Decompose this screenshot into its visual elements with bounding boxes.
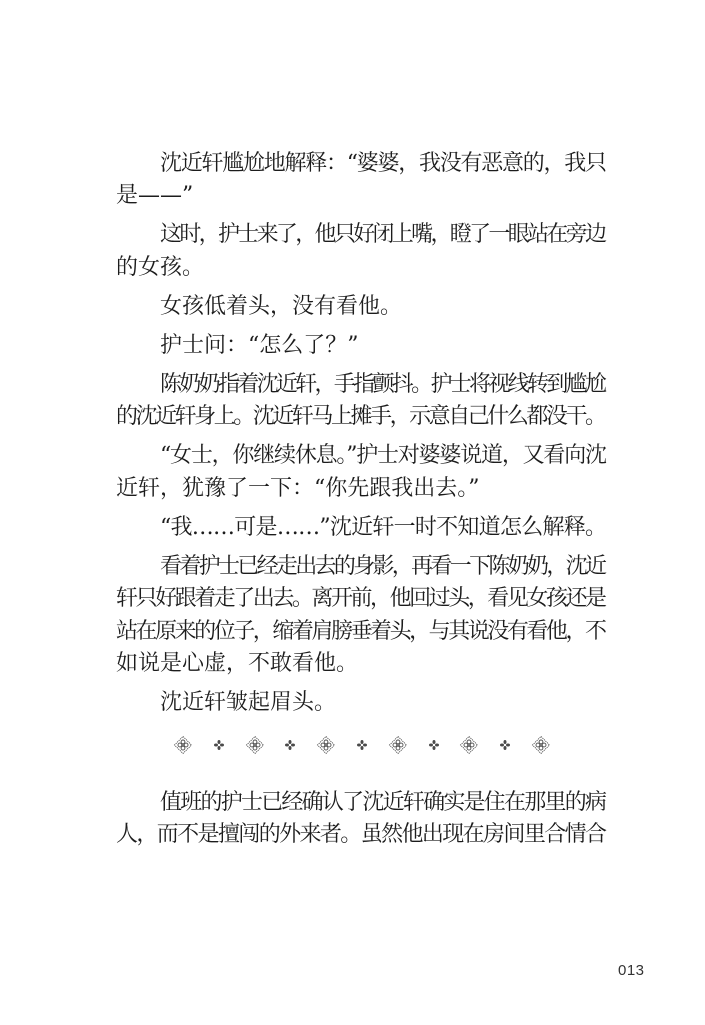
paragraph — [116, 687, 607, 720]
diamond-ornament-icon — [173, 735, 193, 755]
text-block-before-break — [116, 148, 607, 727]
flower-ornament-icon — [424, 735, 444, 755]
text-line — [116, 330, 607, 363]
paragraph — [116, 219, 607, 284]
text-line — [116, 252, 607, 285]
text-line-content: 近轩，犹豫了一下：“你先跟我出去。” — [116, 475, 480, 501]
text-line — [116, 369, 607, 402]
text-line-content: 这时，护士来了，他只好闭上嘴，瞪了一眼站在旁边 — [160, 222, 605, 248]
text-line — [116, 551, 607, 584]
diamond-ornament-icon — [459, 735, 479, 755]
text-line — [116, 616, 607, 649]
text-line-content: 的沈近轩身上。沈近轩马上摊手，示意自己什么都没干。 — [116, 404, 605, 430]
paragraph — [116, 787, 607, 852]
text-line-content: 是——” — [116, 183, 194, 209]
text-line-content: 值班的护士已经确认了沈近轩确实是住在那里的病 — [160, 789, 606, 815]
text-line-content: 沈近轩皱起眉头。 — [160, 690, 337, 716]
paragraph — [116, 440, 607, 505]
text-line-content: 站在原来的位子，缩着肩膀垂着头，与其说没有看他，不 — [116, 618, 605, 644]
page-number: 013 — [618, 962, 645, 979]
paragraph — [116, 512, 607, 545]
text-block-after-break — [116, 787, 607, 859]
text-line-content: “我……可是……”沈近轩一时不知道怎么解释。 — [160, 514, 607, 540]
diamond-ornament-icon — [531, 735, 551, 755]
diamond-ornament-icon — [388, 735, 408, 755]
text-line — [116, 180, 607, 213]
text-line-content: 人，而不是擅闯的外来者。虽然他出现在房间里合情合 — [116, 822, 606, 848]
diamond-ornament-icon — [245, 735, 265, 755]
text-line-content: 看着护士已经走出去的身影，再看一下陈奶奶，沈近 — [160, 553, 605, 579]
flower-ornament-icon — [352, 735, 372, 755]
paragraph — [116, 148, 607, 213]
text-line-content: 女孩低着头，没有看他。 — [160, 293, 403, 319]
paragraph — [116, 291, 607, 324]
text-line-content: 轩只好跟着走了出去。离开前，他回过头，看见女孩还是 — [116, 586, 605, 612]
text-line-content: 陈奶奶指着沈近轩，手指颤抖。护士将视线转到尴尬 — [160, 371, 605, 397]
text-line — [116, 401, 607, 434]
text-line-content: “女士，你继续休息。”护士对婆婆说道，又看向沈 — [160, 443, 606, 469]
text-line — [116, 512, 607, 545]
text-line — [116, 148, 607, 181]
text-line-content: 沈近轩尴尬地解释：“婆婆，我没有恶意的，我只 — [160, 150, 606, 176]
text-line — [116, 687, 607, 720]
text-line — [116, 473, 607, 506]
section-divider — [173, 735, 551, 755]
text-line — [116, 787, 607, 820]
text-line — [116, 583, 607, 616]
text-line — [116, 648, 607, 681]
paragraph — [116, 330, 607, 363]
text-line-content: 如说是心虚，不敢看他。 — [116, 651, 359, 677]
text-line — [116, 819, 607, 852]
text-line — [116, 440, 607, 473]
paragraph — [116, 369, 607, 434]
flower-ornament-icon — [495, 735, 515, 755]
text-line — [116, 291, 607, 324]
flower-ornament-icon — [209, 735, 229, 755]
text-line-content: 的女孩。 — [116, 254, 205, 280]
diamond-ornament-icon — [316, 735, 336, 755]
paragraph — [116, 551, 607, 681]
text-line-content: 护士问：“怎么了？” — [160, 332, 359, 358]
text-line — [116, 219, 607, 252]
flower-ornament-icon — [280, 735, 300, 755]
